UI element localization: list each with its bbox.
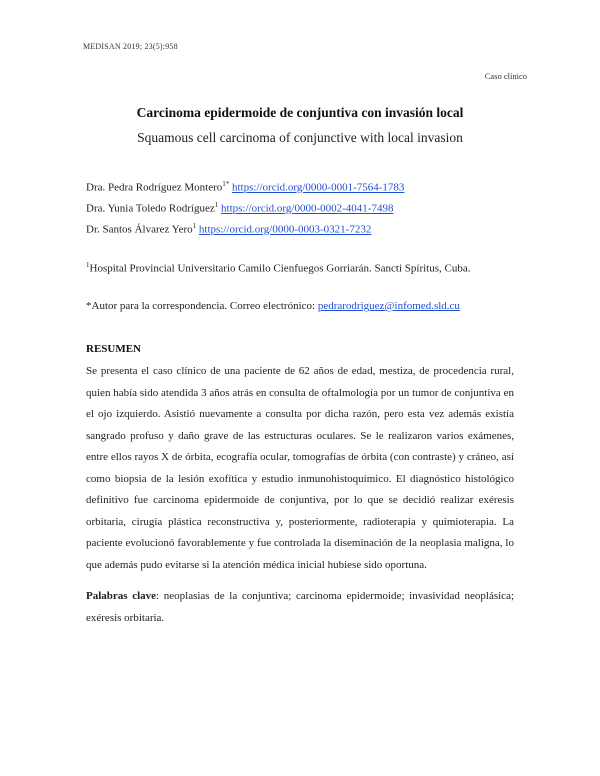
article-type-label: Caso clínico [484, 71, 527, 81]
journal-reference: MEDISAN 2019; 23(5):958 [83, 42, 178, 51]
author-name: Dra. Pedra Rodríguez Montero [86, 181, 223, 194]
affiliation [86, 261, 470, 275]
orcid-link[interactable]: https://orcid.org/0000-0003-0321-7232 [198, 223, 372, 236]
author-list [86, 176, 404, 239]
keywords [86, 586, 514, 629]
correspondence-email-link[interactable]: pedrarodriguez@infomed.sld.cu [317, 300, 460, 312]
author-entry [86, 218, 404, 239]
correspondence-label: *Autor para la correspondencia. Correo electrónico: [86, 300, 318, 312]
abstract-text: Se presenta el caso clínico de una paciente de 62 años de edad, mestiza, de procedencia rural, quien había sido atendida 3 años atrás en consulta de oftalmología por un tumor de conjuntiva en el ojo izquierdo. Asistió nuevamente a consulta por dicha razón, pero esta vez además existía sangrado profuso y daño grave de las estructuras oculares. Se le realizaron varios exámenes, entre ellos rayos X de órbita, ecografía ocular, tomografías de órbita (con contraste) y cráneo, así como biopsia de la lesión exofítica y estudio inmunohistoquímico. El diagnóstico histológico definitivo fue carcinoma epidermoide de conjuntiva, por lo que se decidió realizar exéresis orbitaria, cirugía plástica reconstructiva y, posteriormente, radioterapia y quimioterapia. La paciente evolucionó favorablemente y fue controlada la diseminación de la neoplasia maligna, lo que además pudo evitarse si la atención médica inicial hubiese sido oportuna. [86, 365, 514, 571]
author-affiliation-mark: 1* [222, 180, 230, 188]
author-name: Dra. Yunia Toledo Rodríguez [86, 202, 215, 215]
author-entry [86, 176, 404, 197]
title-english: Squamous cell carcinoma of conjunctive with local invasion [137, 130, 463, 145]
title-spanish: Carcinoma epidermoide de conjuntiva con invasión local [136, 105, 464, 120]
keywords-text: : neoplasias de la conjuntiva; carcinoma epidermoide; invasividad neoplásica; exéresis orbitaria. [86, 590, 515, 624]
affiliation-text: Hospital Provincial Universitario Camilo Cienfuegos Gorriarán. Sancti Spíritus, Cuba. [89, 262, 471, 275]
orcid-link[interactable]: https://orcid.org/0000-0002-4041-7498 [221, 202, 394, 215]
author-entry [86, 197, 404, 218]
affiliation-mark: 1 [86, 261, 90, 269]
keywords-label: Palabras clave [86, 590, 157, 602]
correspondence [86, 300, 460, 312]
abstract-heading: RESUMEN [86, 343, 142, 355]
author-affiliation-mark: 1 [192, 222, 197, 230]
author-affiliation-mark: 1 [214, 201, 219, 209]
author-name: Dr. Santos Álvarez Yero [86, 223, 193, 236]
orcid-link[interactable]: https://orcid.org/0000-0001-7564-1783 [232, 181, 405, 194]
